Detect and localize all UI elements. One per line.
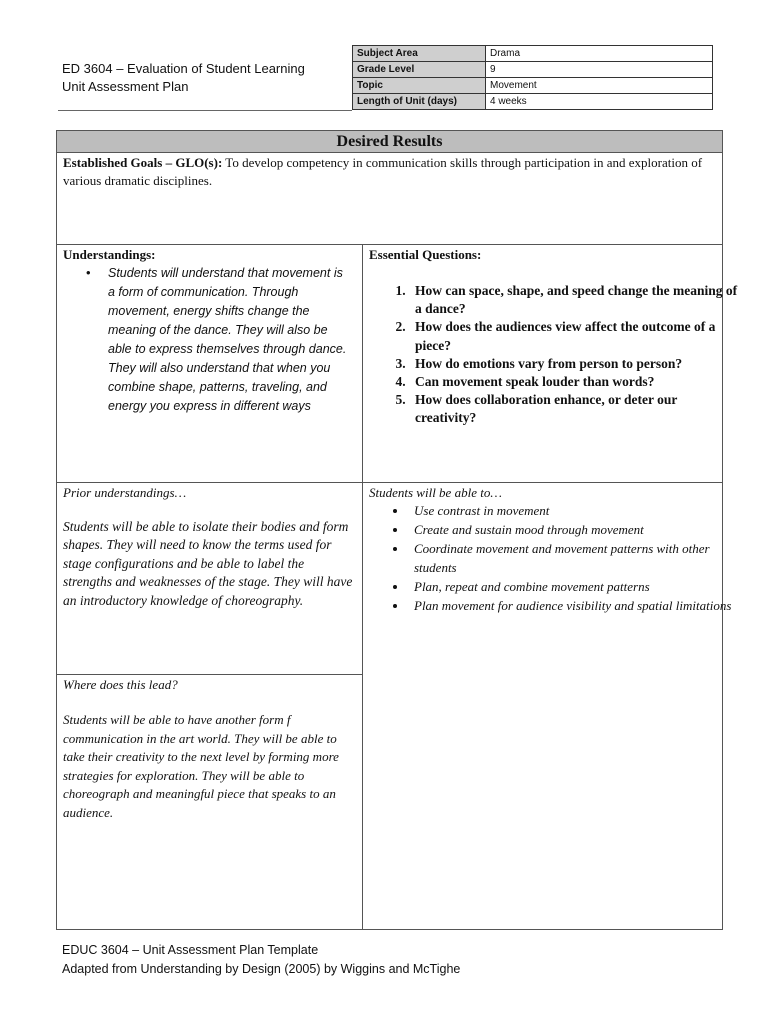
footer-line-2: Adapted from Understanding by Design (2005) by Wiggins and McTighe (62, 962, 461, 976)
info-value: Movement (486, 78, 713, 94)
info-row (353, 46, 713, 62)
goals-text: To develop competency in communication skills through participation in and exploration of various dramatic disciplines. (63, 155, 703, 188)
header-divider (58, 110, 352, 111)
prior-understandings-text: Students will be able to isolate their bodies and form shapes. They will need to know the terms used for stage configurations and be able to label the strengths and weaknesses of the stage. They will have an introductory knowledge of choreography. (63, 519, 353, 608)
desired-results-heading: Desired Results (57, 131, 722, 153)
bullet-marker: • (86, 265, 91, 280)
prior-understandings-heading: Prior understandings… (63, 485, 187, 500)
goals-label: Established Goals – GLO(s): (63, 155, 223, 170)
established-goals (63, 154, 715, 190)
info-label: Subject Area (353, 46, 486, 62)
understandings-text: Students will understand that movement is a form of communication. Through movement, energy shifts change the meaning of the dance. They will also be able to express themselves through dance. They will also understand that when you combine shape, patterns, traveling, and energy you express in different ways (108, 266, 347, 413)
list-item: • Plan movement for audience visibility and spatial limitations (408, 596, 738, 615)
title-line-1: ED 3604 – Evaluation of Student Learning (62, 61, 305, 76)
info-value: Drama (486, 46, 713, 62)
understandings-heading: Understandings: (63, 247, 156, 262)
list-item: 1. How can space, shape, and speed change the meaning of a dance? (409, 282, 739, 318)
where-lead-heading: Where does this lead? (63, 677, 178, 692)
document-title (62, 60, 305, 96)
info-row (353, 78, 713, 94)
essential-questions-list (383, 282, 739, 428)
list-item: • Create and sustain mood through movement (408, 520, 738, 539)
info-label: Grade Level (353, 62, 486, 78)
list-item: 2. How does the audiences view affect the outcome of a piece? (409, 318, 739, 354)
row-divider (57, 244, 722, 245)
info-value: 4 weeks (486, 94, 713, 110)
where-lead-text: Students will be able to have another form f communication in the art world. They will be able to take their creativity to the next level by forming more strategies for exploration. They will be able to choreograph and meaningful piece that speaks to an audience. (63, 712, 339, 820)
list-item: • Coordinate movement and movement patterns with other students (408, 539, 738, 577)
info-value: 9 (486, 62, 713, 78)
list-item: 5. How does collaboration enhance, or deter our creativity? (409, 391, 739, 427)
info-label: Topic (353, 78, 486, 94)
unit-info-table (352, 45, 713, 110)
info-row (353, 62, 713, 78)
column-divider (362, 245, 363, 929)
list-item: • Use contrast in movement (408, 501, 738, 520)
skills-list (386, 501, 738, 615)
info-label: Length of Unit (days) (353, 94, 486, 110)
list-item: 3. How do emotions vary from person to person? (409, 355, 739, 373)
list-item: 4. Can movement speak louder than words? (409, 373, 739, 391)
page-footer (62, 941, 460, 979)
essential-questions-heading: Essential Questions: (369, 247, 482, 262)
list-item: • Plan, repeat and combine movement patterns (408, 577, 738, 596)
info-row (353, 94, 713, 110)
title-line-2: Unit Assessment Plan (62, 79, 189, 94)
footer-line-1: EDUC 3604 – Unit Assessment Plan Template (62, 943, 319, 957)
skills-heading: Students will be able to… (369, 485, 502, 500)
